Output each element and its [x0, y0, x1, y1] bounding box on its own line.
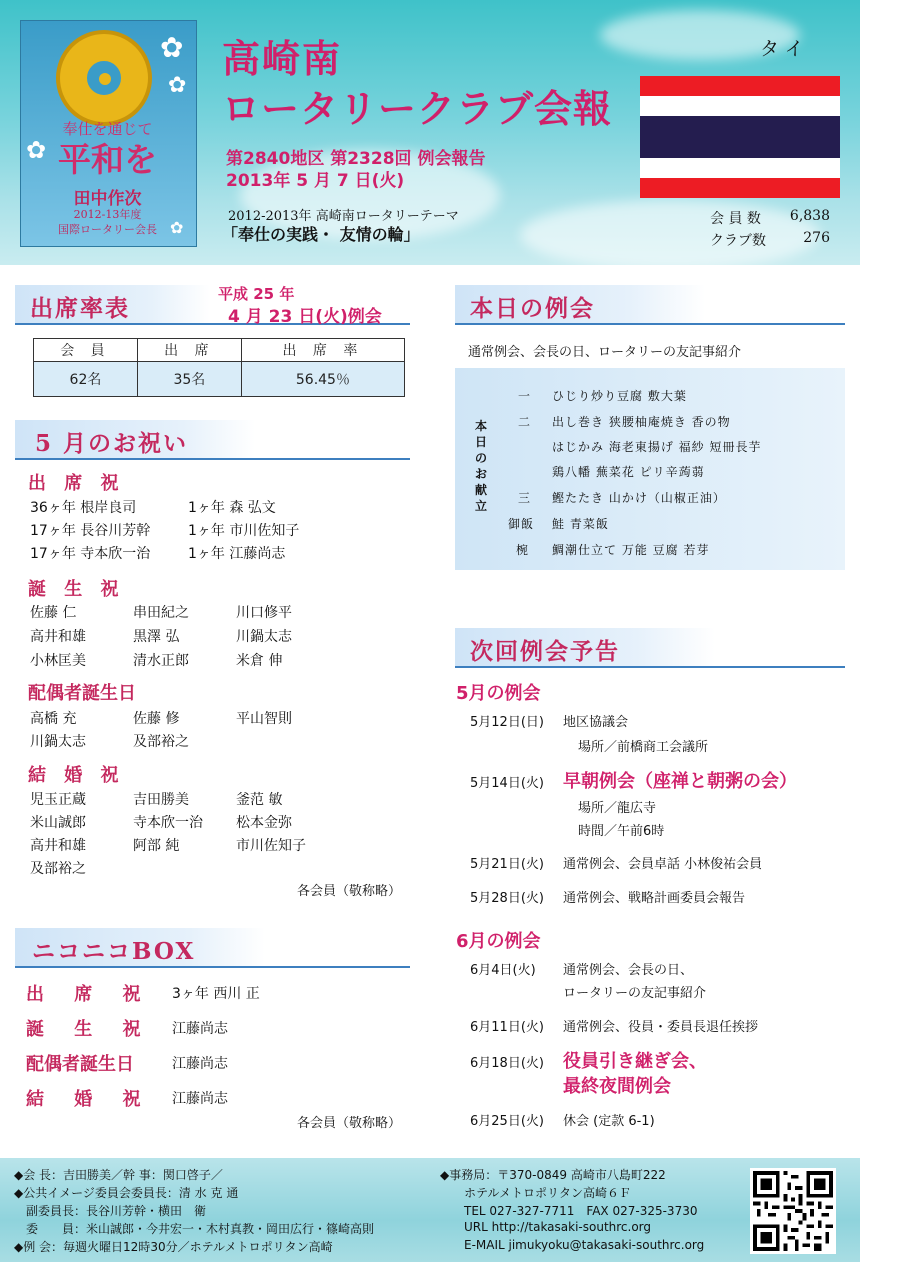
list-item: 米山誠郎 — [30, 815, 86, 831]
list-item: 江藤尚志 — [172, 1021, 228, 1037]
nikoniko-title: ニコニコBOX — [32, 938, 196, 965]
event-text: 休会 (定款 6-1) — [563, 1114, 655, 1129]
stat-label: 会 員 数 — [710, 211, 761, 227]
event-detail: ロータリーの友記事紹介 — [563, 986, 707, 1001]
event-text: 地区協議会 — [563, 715, 629, 730]
flower-icon: ✿ — [160, 31, 184, 64]
event-date: 6月11日(火) — [470, 1020, 544, 1035]
meeting-number: 第2840地区 第2328回 例会報告 — [226, 149, 486, 169]
list-item: 川口修平 — [236, 605, 292, 621]
list-item: 3ヶ年 西川 正 — [172, 986, 260, 1002]
theme-text: 「奉仕の実践・ 友情の輪」 — [222, 225, 420, 244]
list-item: 米倉 伸 — [236, 653, 283, 669]
list-item: 平山智則 — [236, 711, 292, 727]
bulletin-title: ロータリークラブ会報 — [222, 87, 613, 131]
attendance-table — [33, 338, 405, 397]
list-item: 高井和雄 — [30, 629, 86, 645]
category-label: 誕 生 祝 — [28, 579, 125, 600]
section-underline — [455, 323, 845, 325]
flower-icon: ✿ — [168, 73, 187, 98]
list-item: 及部裕之 — [133, 734, 189, 750]
menu-mark: 椀 — [516, 543, 530, 557]
event-date: 5月12日(日) — [470, 715, 544, 730]
menu-label: 本日のお献立 — [474, 419, 487, 513]
list-item: 市川佐知子 — [236, 838, 306, 854]
qr-code-icon[interactable] — [750, 1168, 836, 1254]
honorific-note: 各会員（敬称略） — [297, 884, 402, 899]
list-item: 佐藤 仁 — [30, 605, 77, 621]
event-date: 5月28日(火) — [470, 891, 544, 906]
event-detail: 場所／前橋商工会議所 — [578, 740, 709, 755]
event-date: 6月4日(火) — [470, 963, 536, 978]
footer-line: ◆会 長：吉田勝美／幹 事：関口啓子／ — [14, 1168, 223, 1182]
badge-year: 2012-13年度 — [73, 208, 142, 221]
category-label: 結 婚 祝 — [28, 765, 125, 786]
list-item: 釜范 敏 — [236, 792, 283, 808]
event-text: 通常例会、会長の日、 — [563, 963, 694, 978]
footer-line: 副委員長：長谷川芳幹・横田 衛 — [14, 1204, 207, 1218]
list-item: 江藤尚志 — [172, 1056, 228, 1072]
list-item: 児玉正蔵 — [30, 792, 86, 808]
section-underline — [455, 666, 845, 668]
list-item: 黒澤 弘 — [133, 629, 180, 645]
event-detail: 時間／午前6時 — [578, 824, 665, 839]
event-text: 通常例会、戦略計画委員会報告 — [563, 891, 746, 906]
badge-president-name: 田中作次 — [73, 189, 142, 209]
list-item: 松本金弥 — [236, 815, 292, 831]
country-name: タイ — [760, 38, 810, 60]
attendance-date: 4 月 23 日(火)例会 — [228, 307, 382, 327]
footer-line: E-MAIL jimukyoku@takasaki-southrc.org — [464, 1238, 705, 1252]
event-text: 通常例会、会員卓話 小林俊祐会員 — [563, 857, 763, 872]
honorific-note: 各会員（敬称略） — [297, 1116, 402, 1131]
footer-line: 委 員：米山誠郎・今井宏一・木村真教・岡田広行・篠崎高則 — [14, 1222, 375, 1236]
event-text-highlight: 早朝例会（座禅と朝粥の会） — [563, 771, 797, 792]
celebrations-title: 5 月のお祝い — [35, 430, 189, 457]
list-item: 串田紀之 — [133, 605, 189, 621]
attendance-date-year: 平成 25 年 — [218, 285, 295, 303]
list-item: 36ヶ年 根岸良司 — [30, 500, 137, 516]
list-item: 川鍋太志 — [30, 734, 86, 750]
menu-item: 鶏八幡 蕪菜花 ピリ辛蒟蒻 — [552, 465, 705, 479]
list-item: 佐藤 修 — [133, 711, 180, 727]
footer-line: ホテルメトロポリタン高崎６Ｆ — [464, 1186, 632, 1200]
flower-icon: ✿ — [26, 136, 47, 164]
list-item: 清水正郎 — [133, 653, 189, 669]
menu-mark: 一 — [518, 389, 532, 403]
stat-value: 276 — [803, 230, 830, 246]
club-count-row — [710, 230, 830, 250]
list-item: 小林匡美 — [30, 653, 86, 669]
menu-item: はじかみ 海老東揚げ 福紗 短冊長芋 — [552, 440, 762, 454]
today-title: 本日の例会 — [470, 295, 595, 322]
theme-label: 2012-2013年 高崎南ロータリーテーマ — [228, 209, 459, 224]
table-header: 出 席 率 — [241, 339, 404, 362]
footer-line: ◆公共イメージ委員会委員長：清 水 克 通 — [14, 1186, 239, 1200]
category-label: 結 婚 祝 — [26, 1089, 153, 1110]
footer-line: TEL 027-327-7711 FAX 027-325-3730 — [464, 1204, 698, 1218]
category-label: 配偶者誕生日 — [26, 1054, 134, 1075]
list-item: 17ヶ年 寺本欣一治 — [30, 546, 151, 562]
list-item: 1ヶ年 市川佐知子 — [188, 523, 300, 539]
event-text-highlight: 最終夜間例会 — [563, 1076, 671, 1097]
list-item: 1ヶ年 森 弘文 — [188, 500, 276, 516]
meeting-date: 2013年 5 月 7 日(火) — [226, 171, 405, 191]
may-title: 5月の例会 — [456, 683, 541, 704]
rotary-wheel-logo — [56, 30, 152, 126]
table-cell: 62名 — [34, 362, 138, 397]
menu-item: ひじり炒り豆腐 敷大葉 — [552, 389, 687, 403]
list-item: 川鍋太志 — [236, 629, 292, 645]
next-title: 次回例会予告 — [470, 638, 620, 665]
badge-motto-line: 奉仕を通じて — [62, 120, 153, 138]
event-text: 通常例会、役員・委員長退任挨拶 — [563, 1020, 759, 1035]
list-item: 吉田勝美 — [133, 792, 189, 808]
today-summary: 通常例会、会長の日、ロータリーの友記事紹介 — [468, 345, 742, 360]
list-item: 阿部 純 — [133, 838, 180, 854]
table-header: 会 員 — [34, 339, 138, 362]
table-header: 出 席 — [137, 339, 241, 362]
list-item: 1ヶ年 江藤尚志 — [188, 546, 286, 562]
event-date: 6月25日(火) — [470, 1114, 544, 1129]
thailand-flag — [640, 76, 840, 198]
footer-line: ◆例 会：毎週火曜日12時30分／ホテルメトロポリタン高崎 — [14, 1240, 333, 1254]
menu-item: 鯛潮仕立て 万能 豆腐 若芽 — [552, 543, 710, 557]
event-date: 5月21日(火) — [470, 857, 544, 872]
list-item: 寺本欣一治 — [133, 815, 203, 831]
menu-mark: 御飯 — [508, 517, 535, 531]
attendance-title: 出席率表 — [30, 295, 130, 322]
member-count-row — [710, 208, 830, 228]
event-text-highlight: 役員引き継ぎ会、 — [563, 1051, 707, 1072]
category-label: 出 席 祝 — [26, 984, 153, 1005]
section-underline — [15, 966, 410, 968]
event-date: 5月14日(火) — [470, 776, 544, 791]
table-cell: 56.45％ — [241, 362, 404, 397]
list-item: 17ヶ年 長谷川芳幹 — [30, 523, 151, 539]
badge-role: 国際ロータリー会長 — [58, 223, 157, 236]
list-item: 高橋 充 — [30, 711, 77, 727]
list-item: 江藤尚志 — [172, 1091, 228, 1107]
menu-item: 鰹たたき 山かけ（山椒正油） — [552, 491, 726, 505]
table-cell: 35名 — [137, 362, 241, 397]
section-underline — [15, 458, 410, 460]
june-title: 6月の例会 — [456, 931, 541, 952]
category-label: 出 席 祝 — [28, 473, 125, 494]
menu-mark: 二 — [518, 415, 532, 429]
menu-item: 出し巻き 狭腰柚庵焼き 香の物 — [552, 415, 731, 429]
menu-item: 鮭 青菜飯 — [552, 517, 609, 531]
list-item: 高井和雄 — [30, 838, 86, 854]
stat-label: クラブ数 — [710, 233, 766, 249]
event-detail: 場所／龍広寺 — [578, 801, 657, 816]
badge-motto-large: 平和を — [58, 140, 157, 179]
category-label: 誕 生 祝 — [26, 1019, 153, 1040]
footer-line: ◆事務局：〒370-0849 高崎市八島町222 — [440, 1168, 666, 1182]
footer-line: URL http://takasaki-southrc.org — [464, 1220, 652, 1234]
event-date: 6月18日(火) — [470, 1056, 544, 1071]
stat-value: 6,838 — [789, 208, 830, 224]
club-name: 高崎南 — [222, 37, 343, 81]
menu-mark: 三 — [518, 491, 532, 505]
category-label: 配偶者誕生日 — [28, 683, 136, 704]
flower-icon: ✿ — [170, 218, 184, 237]
list-item: 及部裕之 — [30, 861, 86, 877]
